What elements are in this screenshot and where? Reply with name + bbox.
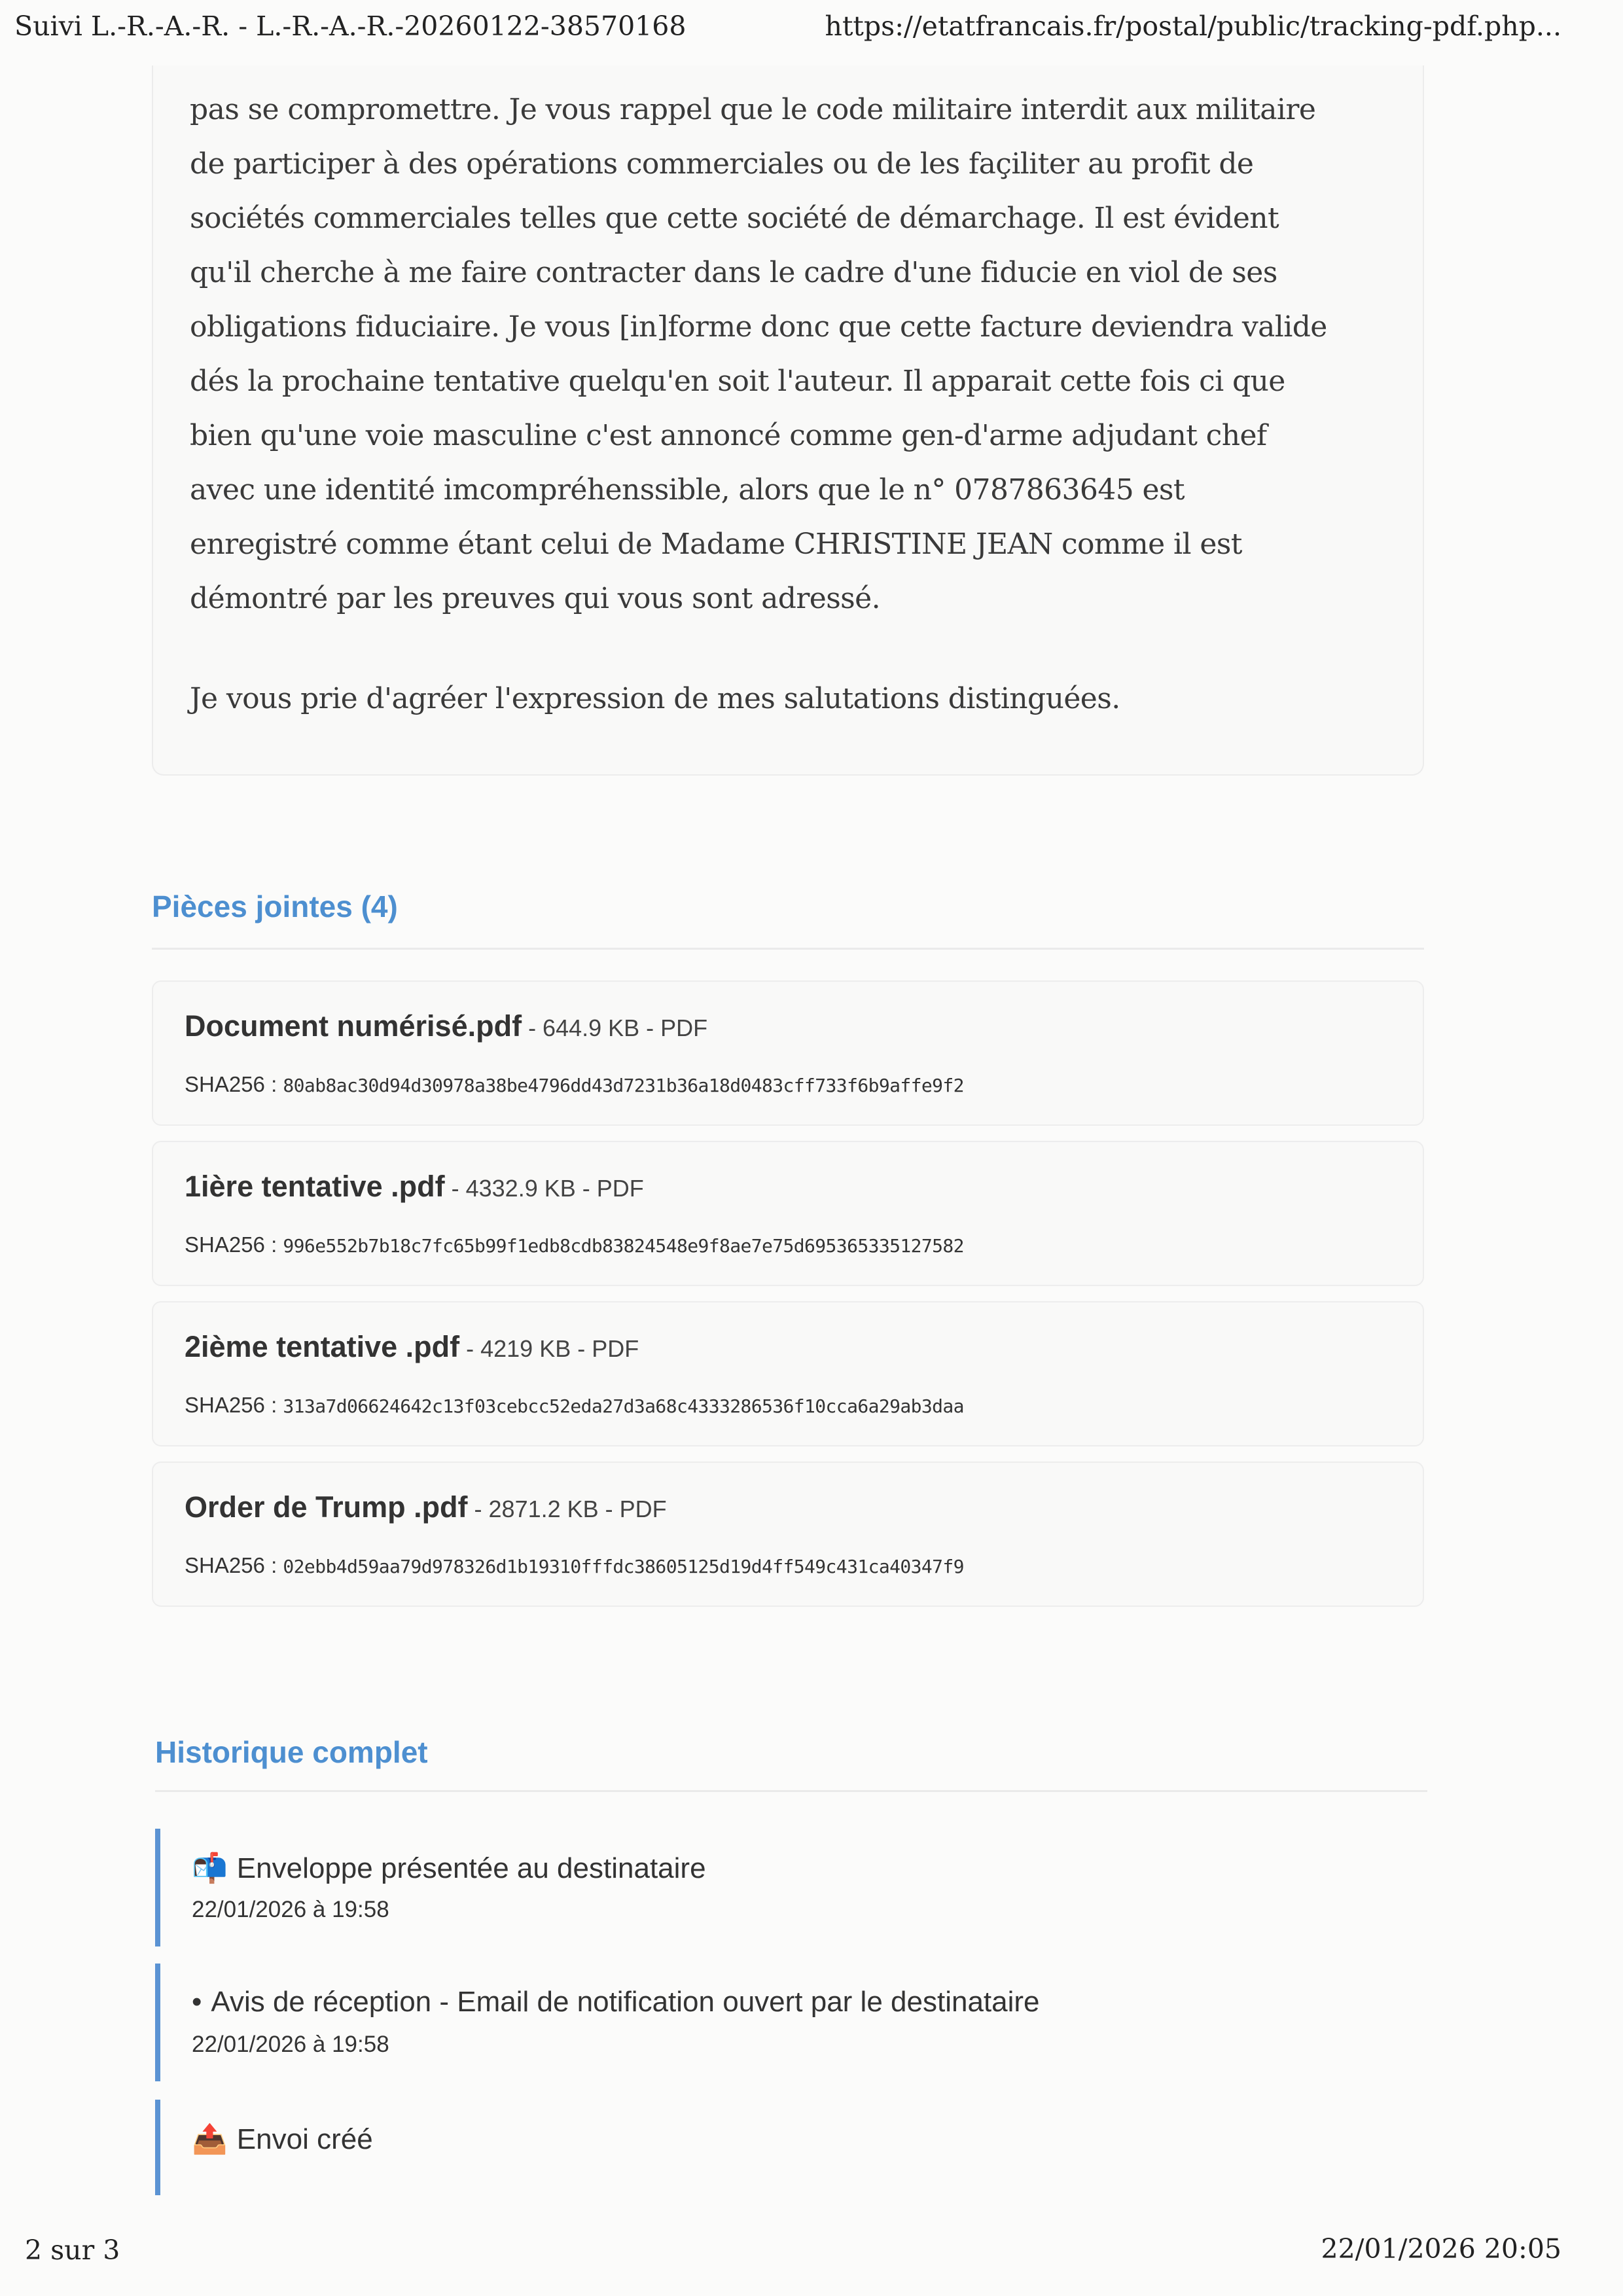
message-line: démontré par les preuves qui vous sont adressé. <box>190 582 880 615</box>
message-line: obligations fiduciaire. Je vous [in]forme donc que cette facture deviendra valide <box>190 310 1327 344</box>
attachment-hash <box>185 1072 964 1097</box>
message-line: bien qu'une voie masculine c'est annoncé comme gen-d'arme adjudant chef <box>190 419 1267 452</box>
history-label-text: Enveloppe présentée au destinataire <box>236 1852 706 1884</box>
attachment-card[interactable] <box>152 1301 1424 1446</box>
outbox-icon: 📤 <box>192 2123 228 2155</box>
attachment-meta: - 4332.9 KB - PDF <box>444 1175 644 1202</box>
hash-label: SHA256 : <box>185 1232 283 1257</box>
attachment-name[interactable]: 2ième tentative .pdf <box>185 1330 460 1363</box>
history-title: Historique complet <box>155 1735 428 1769</box>
history-date: 22/01/2026 à 19:58 <box>192 1897 389 1922</box>
history-label-text: Envoi créé <box>236 2123 373 2155</box>
attachment-card[interactable] <box>152 980 1424 1126</box>
history-item <box>155 2100 1418 2195</box>
message-body <box>190 82 1407 626</box>
attachment-name[interactable]: Document numérisé.pdf <box>185 1009 522 1043</box>
history-item <box>155 1964 1418 2081</box>
hash-label: SHA256 : <box>185 1393 283 1417</box>
message-line: de participer à des opérations commerciales ou de les façiliter au profit de <box>190 147 1254 181</box>
hash-label: SHA256 : <box>185 1072 283 1096</box>
history-divider <box>155 1790 1427 1792</box>
message-line: avec une identité imcompréhenssible, alors que le n° 0787863645 est <box>190 473 1185 507</box>
page-number: 2 sur 3 <box>25 2234 120 2266</box>
attachment-title <box>185 1330 639 1364</box>
attachment-meta: - 4219 KB - PDF <box>459 1335 639 1362</box>
history-label <box>192 2122 373 2156</box>
attachment-card[interactable] <box>152 1462 1424 1607</box>
attachment-meta: - 644.9 KB - PDF <box>522 1014 708 1041</box>
mailbox-icon: 📬 <box>192 1852 228 1884</box>
bullet-icon: • <box>192 1986 202 2018</box>
message-line: pas se compromettre. Je vous rappel que le code militaire interdit aux militaire <box>190 93 1316 126</box>
message-line: enregistré comme étant celui de Madame CHRISTINE JEAN comme il est <box>190 528 1242 561</box>
message-line: sociétés commerciales telles que cette société de démarchage. Il est évident <box>190 202 1279 235</box>
message-closing: Je vous prie d'agréer l'expression de mes salutations distinguées. <box>190 682 1120 715</box>
attachment-title <box>185 1170 644 1204</box>
attachment-name[interactable]: 1ière tentative .pdf <box>185 1170 445 1203</box>
attachment-hash <box>185 1232 964 1257</box>
history-label-text: Avis de réception - Email de notification ouvert par le destinataire <box>211 1986 1040 2018</box>
hash-value: 02ebb4d59aa79d978326d1b19310fffdc38605125d19d4ff549c431ca40347f9 <box>283 1556 964 1577</box>
print-url: https://etatfrancais.fr/postal/public/tracking-pdf.php... <box>825 10 1561 42</box>
hash-label: SHA256 : <box>185 1553 283 1577</box>
attachment-card[interactable] <box>152 1141 1424 1286</box>
attachment-name[interactable]: Order de Trump .pdf <box>185 1490 468 1524</box>
hash-value: 80ab8ac30d94d30978a38be4796dd43d7231b36a18d0483cff733f6b9affe9f2 <box>283 1075 964 1096</box>
print-datetime: 22/01/2026 20:05 <box>1321 2233 1561 2265</box>
print-title: Suivi L.-R.-A.-R. - L.-R.-A.-R.-20260122-38570168 <box>14 10 687 42</box>
attachments-title: Pièces jointes (4) <box>152 889 398 924</box>
history-item <box>155 1829 1418 1946</box>
message-line: dés la prochaine tentative quelqu'en soit l'auteur. Il apparait cette fois ci que <box>190 365 1285 398</box>
message-line: qu'il cherche à me faire contracter dans le cadre d'une fiducie en viol de ses <box>190 256 1277 289</box>
hash-value: 996e552b7b18c7fc65b99f1edb8cdb83824548e9f8ae7e75d695365335127582 <box>283 1235 964 1257</box>
attachment-title <box>185 1490 667 1524</box>
attachment-hash <box>185 1553 964 1578</box>
attachment-hash <box>185 1393 964 1418</box>
attachments-divider <box>152 948 1424 950</box>
attachment-title <box>185 1009 707 1043</box>
hash-value: 313a7d06624642c13f03cebcc52eda27d3a68c4333286536f10cca6a29ab3daa <box>283 1395 964 1417</box>
attachment-meta: - 2871.2 KB - PDF <box>467 1496 667 1522</box>
history-date: 22/01/2026 à 19:58 <box>192 2032 389 2057</box>
history-label <box>192 1986 1040 2018</box>
history-label <box>192 1851 706 1885</box>
